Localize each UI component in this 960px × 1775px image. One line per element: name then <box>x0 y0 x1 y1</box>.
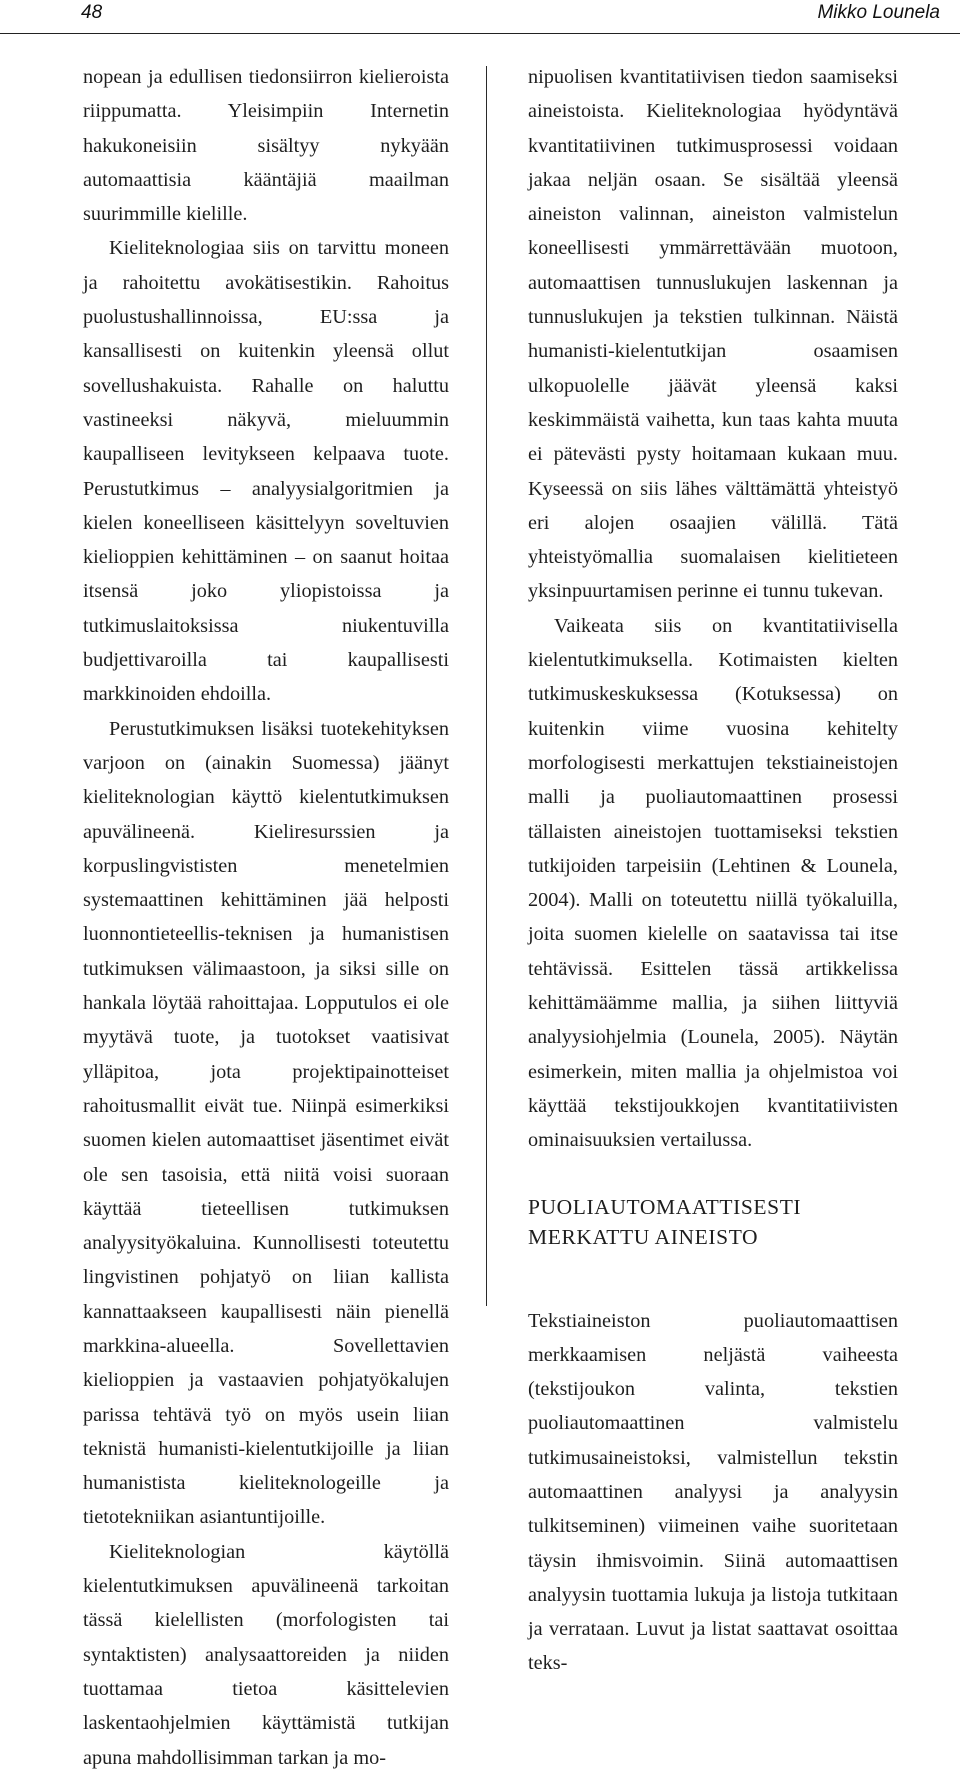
page-number: 48 <box>81 2 103 23</box>
section-heading <box>528 1192 898 1252</box>
page-header <box>0 0 960 34</box>
column-divider <box>486 66 487 1306</box>
header-rule <box>0 33 960 34</box>
left-paragraph-1: nopean ja edullisen tiedonsiirron kielieroista riippumatta. Yleisimpiin Internetin hakukoneisiin sisältyy nykyään automaattisia kääntäjiä maailman suurimmille kielille. <box>83 66 449 226</box>
right-paragraph-3: Tekstiaineiston puoliautomaattisen merkkaamisen neljästä vaiheesta (tekstijoukon valinta, tekstien puoliautomaattinen valmistelu tutkimusaineistoksi, valmistellun tekstin automaattinen analyysi ja analyysin tulkitseminen) viimeinen vaihe suoritetaan täysin ihmisvoimin. Siinä automaattisen analyysin tuottamia lukuja ja listoja tutkitaan ja verrataan. Luvut ja listat saattavat osoittaa teks- <box>528 1309 898 1675</box>
right-column <box>528 60 898 1681</box>
left-paragraph-2: Kieliteknologiaa siis on tarvittu moneen ja rahoitettu avokätisestikin. Rahoitus puolustushallinnoissa, EU:ssa ja kansallisesti on kuitenkin yleensä ollut sovellushakuista. Rahalle on haluttu vastineeksi näkyvä, mieluummin kaupalliseen levitykseen kelpaava tuote. Perustutkimus – analyysialgoritmien ja kielen koneelliseen käsittelyyn soveltuvien kielioppien kehittäminen – on saanut hoitaa itsensä joko yliopistoissa ja tutkimuslaitoksissa niukentuvilla budjettivaroilla tai kaupallisesti markkinoiden ehdoilla. <box>83 237 449 706</box>
section-heading-line-2: MERKATTU AINEISTO <box>528 1224 759 1249</box>
running-head-author: Mikko Lounela <box>817 2 940 23</box>
section-heading-line-1: PUOLIAUTOMAATTISESTI <box>528 1194 802 1219</box>
left-paragraph-3: Perustutkimuksen lisäksi tuotekehityksen varjoon on (ainakin Suomessa) jäänyt kieliteknologian käyttö kielentutkimuksen apuvälineenä. Kieliresurssien ja korpuslingvististen menetelmien systemaattinen kehittäminen jää helposti luonnontieteellis-teknisen ja humanistisen tutkimuksen välimaastoon, ja siksi sille on hankala löytää rahoittajaa. Lopputulos ei ole myytävä tuote, ja tuotokset vaatisivat ylläpitoa, jota projektipainotteiset rahoitusmallit eivät tue. Niinpä esimerkiksi suomen kielen automaattiset jäsentimet eivät ole sen tasoisia, että niitä voisi suoraan käyttää tieteellisen tutkimuksen analyysityökaluina. Kunnollisesti toteutettu lingvistinen pohjatyö on liian kallista kannattaakseen kaupallisesti näin pienellä markkina-alueella. Sovellettavien kielioppien ja vastaavien pohjatyökalujen parissa tehtävä työ on myös usein liian teknistä humanisti-kielentutkijoille ja liian humanistista kieliteknologeille ja tietotekniikan asiantuntijoille. <box>83 717 449 1529</box>
right-paragraph-1: nipuolisen kvantitatiivisen tiedon saamiseksi aineistoista. Kieliteknologiaa hyödyntävä kvantitatiivinen tutkimusprosessi voidaan jakaa neljän osaan. Se sisältää yleensä aineiston valinnan, aineiston valmistelun koneellisesti ymmärrettävään muotoon, automaattisen tunnuslukujen laskennan ja tunnuslukujen ja tekstien tulkinnan. Näistä humanisti-kielentutkijan osaamisen ulkopuolelle jäävät yleensä kaksi keskimmäistä vaihetta, kun taas kahta muuta ei pätevästi pysty hoitamaan kukaan muu. Kyseessä on siis lähes välttämättä yhteistyö eri alojen osaajien välillä. Tätä yhteistyömallia suomalaisen kielitieteen yksinpuurtamisen perinne ei tunnu tukevan. <box>528 66 898 603</box>
right-paragraph-2: Vaikeata siis on kvantitatiivisella kielentutkimuksella. Kotimaisten kielten tutkimuskeskuksessa (Kotuksessa) on kuitenkin viime vuosina kehitelty morfologisesti merkattujen tekstiaineistojen malli ja puoliautomaattinen prosessi tällaisten aineistojen tuottamiseksi tekstien tutkijoiden tarpeisiin (Lehtinen & Lounela, 2004). Malli on toteutettu niillä työkaluilla, joita suomen kielelle on saatavissa tai itse tehtävissä. Esittelen tässä artikkelissa kehittämäämme mallia, ja siihen liittyviä analyysiohjelmia (Lounela, 2005). Näytän esimerkein, miten mallia ja ohjelmistoa voi käyttää tekstijoukkojen kvantitatiivisten ominaisuuksien vertailussa. <box>528 614 898 1152</box>
left-paragraph-4: Kieliteknologian käytöllä kielentutkimuksen apuvälineenä tarkoitan tässä kielellisten (morfologisten tai syntaktisten) analysaattoreiden ja niiden tuottamaa tietoa käsittelevien laskentaohjelmien käyttämistä tutkijan apuna mahdollisimman tarkan ja mo- <box>83 1540 449 1769</box>
left-column <box>83 60 449 1775</box>
